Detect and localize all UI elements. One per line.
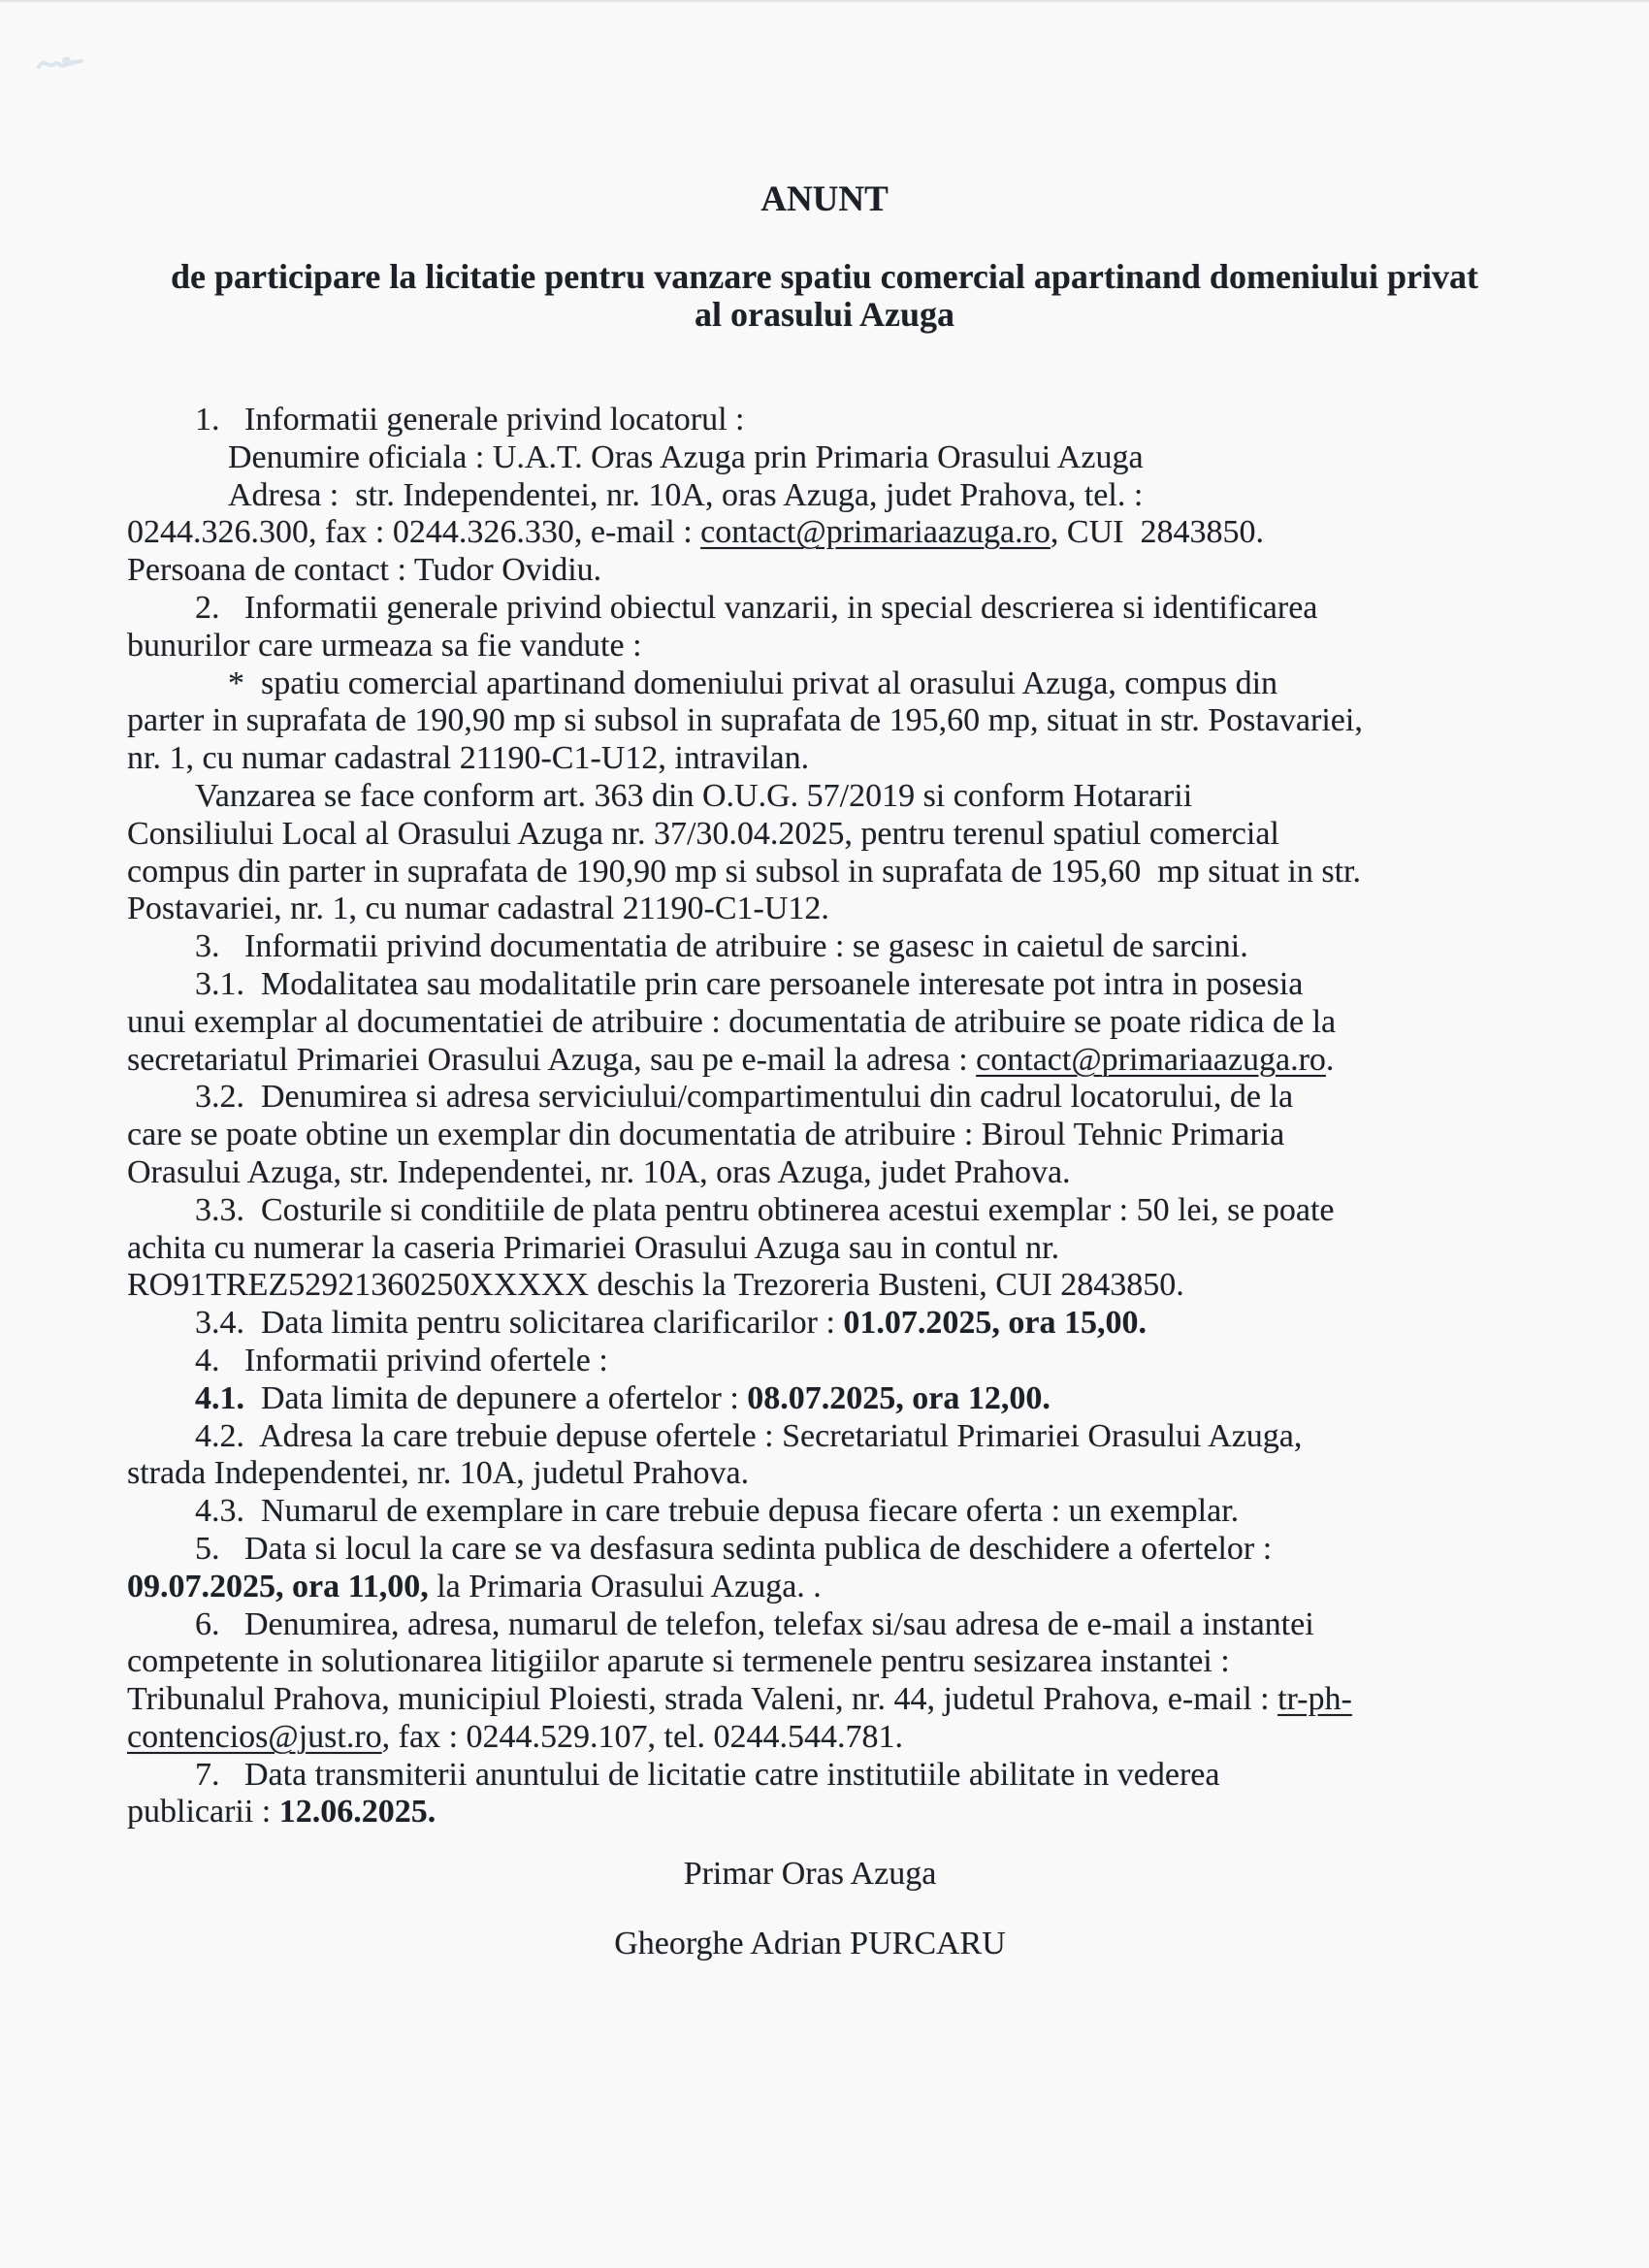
text-segment: Data limita de depunere a ofertelor : — [244, 1379, 748, 1416]
text-segment: competente in solutionarea litigiilor aparute si termenele pentru sesizarea instantei : — [127, 1643, 1230, 1680]
text-segment: unui exemplar al documentatiei de atribuire : documentatia de atribuire se poate ridica de la — [127, 1003, 1337, 1040]
text-segment: Adresa : str. Independentei, nr. 10A, oras Azuga, judet Prahova, tel. : — [228, 476, 1144, 513]
bold-text: 4.1. — [195, 1379, 244, 1416]
body-line — [127, 1794, 1542, 1831]
email-text: tr-ph- — [1277, 1681, 1352, 1718]
text-segment: 2. Informatii generale privind obiectul vanzarii, in special descrierea si identificarea — [195, 589, 1318, 626]
body-line — [127, 740, 1542, 778]
text-segment: publicarii : — [127, 1794, 279, 1831]
text-segment: secretariatul Primariei Orasului Azuga, sau pe e-mail la adresa : — [127, 1041, 977, 1078]
text-segment: , CUI 2843850. — [1050, 514, 1264, 551]
text-segment: bunurilor care urmeaza sa fie vandute : — [127, 627, 642, 664]
text-segment: Consiliului Local al Orasului Azuga nr. 37/30.04.2025, pentru terenul spatiul comercial — [127, 815, 1279, 852]
text-segment: 3.3. Costurile si conditiile de plata pentru obtinerea acestui exemplar : 50 lei, se poate — [195, 1191, 1335, 1228]
body-line — [127, 1192, 1542, 1230]
signature-role: Primar Oras Azuga — [683, 1856, 937, 1893]
body-line — [127, 552, 1542, 590]
page-subtitle-line2: al orasului Azuga — [694, 295, 955, 334]
body-line — [127, 854, 1542, 891]
body-line — [127, 1267, 1542, 1305]
body-line — [127, 514, 1542, 552]
text-segment: Vanzarea se face conform art. 363 din O.U.G. 57/2019 si conform Hotararii — [195, 777, 1193, 814]
text-segment: 6. Denumirea, adresa, numarul de telefon, telefax si/sau adresa de e-mail a instantei — [195, 1605, 1314, 1642]
body-line — [127, 402, 1542, 439]
body-line — [127, 439, 1542, 477]
body-line — [127, 1004, 1542, 1042]
body-line — [127, 1643, 1542, 1681]
text-segment: 1. Informatii generale privind locatorul : — [195, 402, 745, 437]
body-line — [127, 702, 1542, 740]
pen-scribble-path — [39, 58, 81, 67]
text-segment: RO91TREZ52921360250XXXXX deschis la Trezoreria Busteni, CUI 2843850. — [127, 1267, 1184, 1304]
body-line — [127, 1681, 1542, 1719]
text-segment: Postavariei, nr. 1, cu numar cadastral 21190-C1-U12. — [127, 891, 829, 927]
body-line — [127, 1455, 1542, 1493]
body-line — [127, 1757, 1542, 1795]
body-line — [127, 928, 1542, 966]
text-segment: 3.2. Denumirea si adresa serviciului/compartimentului din cadrul locatorului, de la — [195, 1079, 1294, 1116]
text-segment: achita cu numerar la caseria Primariei Orasului Azuga sau in contul nr. — [127, 1229, 1060, 1266]
body-line — [127, 966, 1542, 1004]
text-segment: parter in suprafata de 190,90 mp si subsol in suprafata de 195,60 mp, situat in str. Postavariei, — [127, 702, 1363, 739]
text-segment: Tribunalul Prahova, municipiul Ploiesti, strada Valeni, nr. 44, judetul Prahova, e-mail : — [127, 1681, 1278, 1718]
page-title: ANUNT — [760, 179, 889, 219]
text-segment: 3. Informatii privind documentatia de atribuire : se gasesc in caietul de sarcini. — [195, 928, 1248, 965]
text-segment: compus din parter in suprafata de 190,90 mp si subsol in suprafata de 195,60 mp situat in str. — [127, 853, 1361, 890]
body-line — [127, 1493, 1542, 1531]
document-body — [127, 402, 1542, 1831]
pen-scribble-mark — [37, 50, 83, 78]
body-line — [127, 1305, 1542, 1343]
text-segment: 3.4. Data limita pentru solicitarea clarificarilor : — [195, 1305, 844, 1342]
text-segment: nr. 1, cu numar cadastral 21190-C1-U12, intravilan. — [127, 740, 810, 777]
text-segment: Persoana de contact : Tudor Ovidiu. — [127, 552, 602, 589]
body-line — [127, 590, 1542, 628]
text-segment: strada Independentei, nr. 10A, judetul Prahova. — [127, 1455, 750, 1492]
body-line — [127, 665, 1542, 703]
text-segment: 0244.326.300, fax : 0244.326.330, e-mail : — [127, 514, 701, 551]
body-line — [127, 628, 1542, 665]
body-line — [127, 1230, 1542, 1268]
text-segment: 4.2. Adresa la care trebuie depuse ofertele : Secretariatul Primariei Orasului Azuga, — [195, 1417, 1303, 1454]
bold-text: 12.06.2025. — [278, 1794, 436, 1831]
text-segment: . — [1325, 1041, 1335, 1078]
text-segment: Denumire oficiala : U.A.T. Oras Azuga prin Primaria Orasului Azuga — [228, 438, 1144, 475]
body-line — [127, 1343, 1542, 1380]
body-line — [127, 1079, 1542, 1117]
text-segment: care se poate obtine un exemplar din documentatia de atribuire : Biroul Tehnic Primaria — [127, 1117, 1285, 1153]
page-subtitle-line1: de participare la licitatie pentru vanzare spatiu comercial apartinand domeniului privat — [171, 257, 1478, 296]
text-segment: la Primaria Orasului Azuga. . — [428, 1568, 822, 1604]
text-segment: 4.3. Numarul de exemplare in care trebuie depusa fiecare oferta : un exemplar. — [195, 1493, 1240, 1530]
email-text: contact@primariaazuga.ro — [976, 1041, 1326, 1078]
body-line — [127, 1569, 1542, 1606]
body-line — [127, 1117, 1542, 1154]
email-text: contencios@just.ro — [127, 1718, 382, 1755]
body-line — [127, 1042, 1542, 1080]
bold-text: 09.07.2025, ora 11,00, — [127, 1568, 429, 1604]
body-line — [127, 778, 1542, 816]
text-segment: Orasului Azuga, str. Independentei, nr. 10A, oras Azuga, judet Prahova. — [127, 1153, 1071, 1190]
text-segment: , fax : 0244.529.107, tel. 0244.544.781. — [381, 1718, 903, 1755]
body-line — [127, 1719, 1542, 1757]
body-line — [127, 1606, 1542, 1644]
text-segment: * spatiu comercial apartinand domeniului privat al orasului Azuga, compus din — [228, 664, 1278, 701]
bold-text: 01.07.2025, ora 15,00. — [843, 1305, 1147, 1342]
body-line — [127, 477, 1542, 515]
email-text: contact@primariaazuga.ro — [700, 514, 1051, 551]
signature-name: Gheorghe Adrian PURCARU — [614, 1926, 1006, 1962]
body-line — [127, 891, 1542, 928]
body-line — [127, 1154, 1542, 1192]
text-segment: 4. Informatii privind ofertele : — [195, 1342, 608, 1378]
text-segment: 5. Data si locul la care se va desfasura sedinta publica de deschidere a ofertelor : — [195, 1530, 1273, 1567]
body-line — [127, 816, 1542, 854]
page-subtitle — [0, 258, 1649, 334]
body-line — [127, 1418, 1542, 1456]
body-line — [127, 1380, 1542, 1418]
text-segment: 7. Data transmiterii anuntului de licitatie catre institutiile abilitate in vederea — [195, 1756, 1220, 1793]
text-segment: 3.1. Modalitatea sau modalitatile prin care persoanele interesate pot intra in posesia — [195, 965, 1304, 1002]
bold-text: 08.07.2025, ora 12,00. — [747, 1379, 1051, 1416]
body-line — [127, 1531, 1542, 1569]
